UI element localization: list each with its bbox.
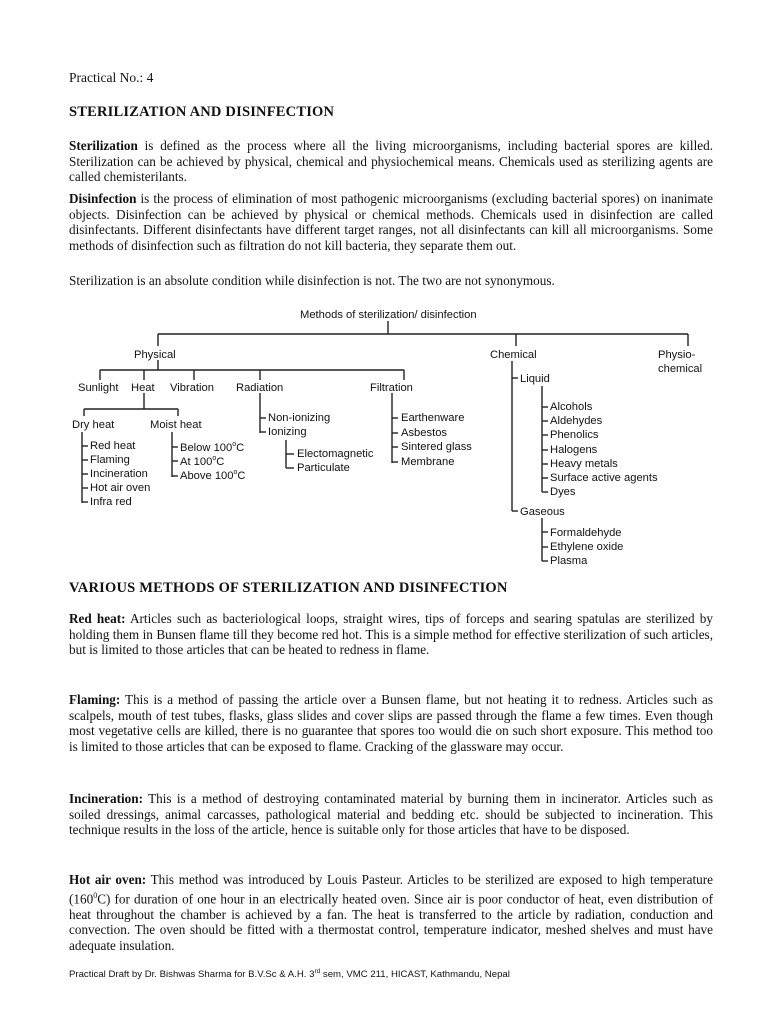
footer-text-2: sem, VMC 211, HICAST, Kathmandu, Nepal [320,969,510,981]
filtration-item: Earthenware [401,412,465,424]
gaseous-item: Formaldehyde [550,527,622,539]
node-heat: Heat [131,382,155,394]
moist-item-above: Above 100$^o$C [180,469,246,482]
practical-number: Practical No.: 4 [69,70,154,85]
liquid-item: Halogens [550,444,598,456]
moist-item-below: Below 100$^o$C [180,441,245,454]
disinfection-definition [69,191,713,253]
flaming-term: Flaming: [69,692,121,707]
node-non-ionizing: Non-ionizing [268,412,331,424]
method-red-heat [69,611,713,658]
section-title: VARIOUS METHODS OF STERILIZATION AND DISINFECTION [69,580,508,596]
node-physio-line1: Physio- [658,349,696,361]
sterilization-term: Sterilization [69,138,138,153]
incineration-text: This is a method of destroying contaminated material by burning them in incinerator. Articles such as soiled dressings, animal carcasses, pathological material and bedding etc. should be subjected to incineration. This technique results in the loss of the article, hence is suitable only for those articles that have to be disposed. [69,791,713,838]
dry-item: Infra red [90,496,132,508]
sterilization-text: is defined as the process where all the living microorganisms, including bacterial spores are killed. Sterilization can be achieved by physical, chemical and physiochemical means. Chemicals used as sterilizing agents are called chemisterilants. [69,138,713,185]
degree-superscript: 0 [93,890,98,900]
methods-tree-diagram [68,300,708,572]
node-dry-heat: Dry heat [72,419,115,431]
liquid-item: Heavy metals [550,458,618,470]
footer-text-1: Practical Draft by Dr. Bishwas Sharma for B.V.Sc & A.H. 3 [69,969,315,981]
dry-item: Incineration [90,468,148,480]
node-sunlight: Sunlight [78,382,119,394]
hot-air-text-2: C) for duration of one hour in an electrically heated oven. Since air is poor conductor of heat, even distribution of heat throughout the chamber is achieved by a fan. The heat is transferred to the article by radiation, conduction and convection. The oven should be fitted with a thermostat control, temperature indicator, meshed shelves and must have adequate insulation. [69,890,713,953]
filtration-item: Asbestos [401,427,448,439]
method-incineration [69,791,713,838]
node-gaseous: Gaseous [520,506,565,518]
node-ionizing: Ionizing [268,426,307,438]
dry-item: Flaming [90,454,130,466]
node-vibration: Vibration [170,382,214,394]
node-radiation: Radiation [236,382,284,394]
ionizing-item: Particulate [297,462,350,474]
hot-air-text-1: This method was introduced by Louis Pasteur. Articles to be sterilized are exposed to high temperature (160 [69,872,713,906]
node-physical: Physical [134,349,176,361]
node-moist-heat: Moist heat [150,419,202,431]
disinfection-term: Disinfection [69,191,137,206]
moist-item-at: At 100$^o$C [180,455,225,468]
disinfection-text: is the process of elimination of most pathogenic microorganisms (excluding bacterial spores) on inanimate objects. Disinfection can be achieved by physical or chemical methods. Chemicals used in disinfection are called disinfectants. Different disinfectants have different target ranges, not all disinfectants can kill all microorganisms. Some methods of disinfection such as filtration do not kill bacteria, they separate them out. [69,191,713,253]
node-filtration: Filtration [370,382,413,394]
sterilization-definition [69,138,713,185]
filtration-item: Sintered glass [401,441,472,453]
gaseous-item: Ethylene oxide [550,541,624,553]
hot-air-oven-term: Hot air oven: [69,872,147,887]
node-liquid: Liquid [520,373,550,385]
page-footer [69,968,510,980]
liquid-item: Phenolics [550,429,599,441]
liquid-item: Aldehydes [550,415,603,427]
liquid-item: Alcohols [550,401,593,413]
node-physio-line2: chemical [658,363,703,375]
flaming-text: This is a method of passing the article over a Bunsen flame, but not heating it to redness. Articles such as scalpels, mouth of test tubes, flasks, glass slides and cover slips are passed through the flame a few times. Even though most vegetative cells are killed, there is no guarantee that spores too would die on such short exposure. This method too is limited to those articles that can be exposed to flame. Cracking of the glassware may occur. [69,692,713,754]
liquid-item: Dyes [550,486,576,498]
page-title: STERILIZATION AND DISINFECTION [69,104,335,120]
intro-closing: Sterilization is an absolute condition while disinfection is not. The two are not synonymous. [69,273,555,288]
method-hot-air-oven [69,872,713,953]
gaseous-item: Plasma [550,555,588,567]
red-heat-term: Red heat: [69,611,126,626]
dry-item: Hot air oven [90,482,151,494]
node-chemical: Chemical [490,349,537,361]
liquid-item: Surface active agents [550,472,658,484]
incineration-term: Incineration: [69,791,143,806]
method-flaming [69,692,713,754]
filtration-item: Membrane [401,456,455,468]
dry-item: Red heat [90,440,136,452]
ionizing-item: Electomagnetic [297,448,374,460]
diagram-root-label: Methods of sterilization/ disinfection [300,309,477,321]
red-heat-text: Articles such as bacteriological loops, straight wires, tips of forceps and searing spatulas are sterilized by holding them in Bunsen flame till they become red hot. This is a simple method for effective sterilization of such articles, but is limited to those articles that can be heated to redness in flame. [69,611,713,658]
footer-superscript: rd [314,968,321,975]
